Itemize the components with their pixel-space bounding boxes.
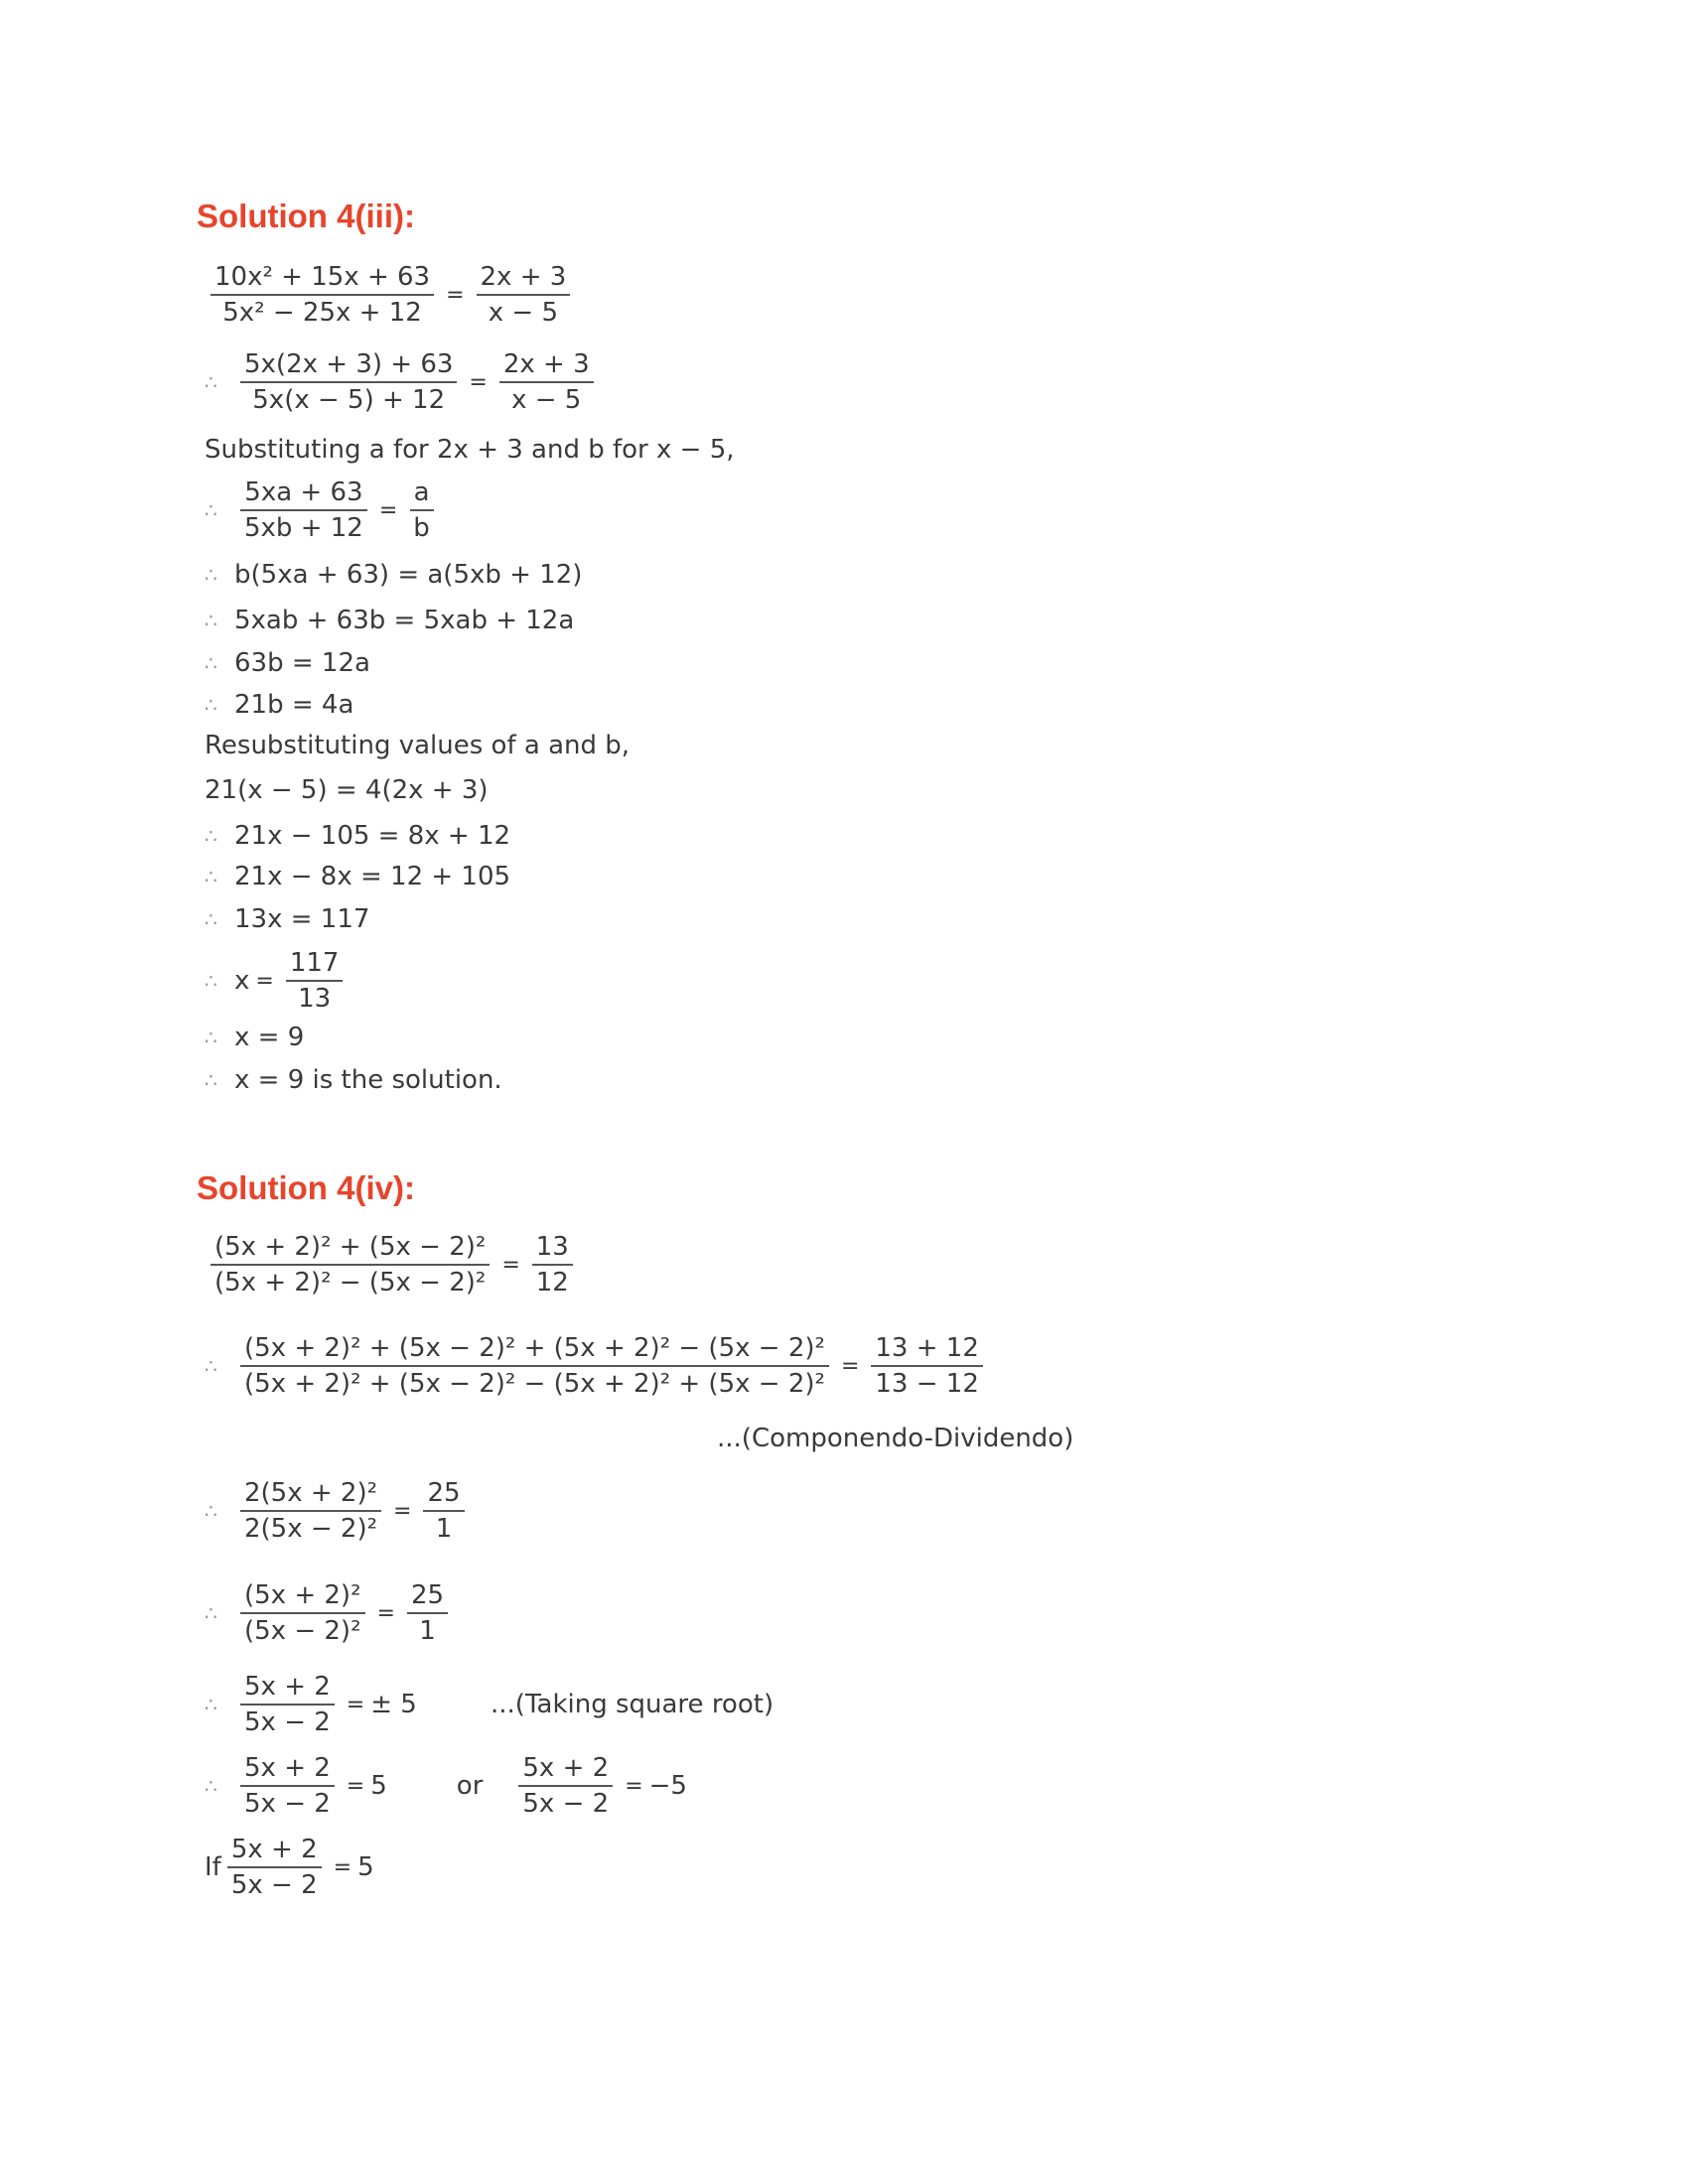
- numerator: 25: [423, 1478, 464, 1512]
- equation-step: [205, 948, 349, 1014]
- text-line: Resubstituting values of a and b,: [205, 731, 631, 760]
- numerator: (5x + 2)² + (5x − 2)²: [211, 1232, 490, 1266]
- equation-text: 5xab + 63b = 5xab + 12a: [234, 606, 575, 635]
- therefore-icon: ∴: [205, 907, 217, 931]
- therefore-icon: ∴: [205, 1354, 217, 1378]
- equals-sign: =: [333, 1854, 352, 1880]
- equation-text: 21b = 4a: [234, 690, 354, 720]
- numerator: 13: [532, 1232, 573, 1266]
- equation-step: [205, 1753, 687, 1819]
- numerator: 25: [407, 1580, 448, 1614]
- numerator: 5x(2x + 3) + 63: [240, 349, 457, 383]
- therefore-icon: ∴: [205, 1025, 217, 1049]
- equation-text: 21(x − 5) = 4(2x + 3): [205, 775, 489, 805]
- equation-step: [205, 1065, 502, 1095]
- equation-step: [205, 606, 574, 635]
- denominator: 5x² − 25x + 12: [222, 298, 422, 328]
- equation-step: [205, 1580, 454, 1646]
- equation-rhs: 5: [370, 1771, 387, 1801]
- therefore-icon: ∴: [205, 651, 217, 675]
- therefore-icon: ∴: [205, 1601, 217, 1625]
- equation-step: [205, 690, 353, 720]
- therefore-icon: ∴: [205, 498, 217, 522]
- numerator: 2x + 3: [499, 349, 594, 383]
- equation-text: 63b = 12a: [234, 648, 370, 678]
- equation-step: [205, 478, 440, 543]
- equation-step: [205, 349, 600, 415]
- equation-rhs: −5: [648, 1771, 687, 1801]
- solution-heading-4iv: Solution 4(iv):: [197, 1169, 415, 1206]
- equation-step: [205, 821, 510, 851]
- denominator: 12: [535, 1268, 569, 1297]
- equals-sign: =: [840, 1353, 860, 1379]
- equation-rhs: ± 5: [370, 1690, 417, 1719]
- equals-sign: =: [393, 1498, 412, 1524]
- equals-sign: =: [501, 1252, 520, 1278]
- numerator: 5x + 2: [240, 1753, 335, 1787]
- denominator: (5x + 2)² − (5x − 2)²: [214, 1268, 487, 1297]
- denominator: 13: [298, 984, 332, 1014]
- numerator: 117: [286, 948, 344, 982]
- numerator: 5x + 2: [518, 1753, 613, 1787]
- therefore-icon: ∴: [205, 370, 217, 394]
- numerator: 5x + 2: [227, 1835, 322, 1868]
- equals-sign: =: [469, 369, 488, 395]
- numerator: 2(5x + 2)²: [240, 1478, 381, 1512]
- denominator: x − 5: [488, 298, 559, 328]
- denominator: 1: [435, 1514, 453, 1544]
- numerator: 13 + 12: [871, 1333, 982, 1367]
- therefore-icon: ∴: [205, 1774, 217, 1798]
- equation-step: [205, 1333, 989, 1399]
- denominator: (5x − 2)²: [244, 1616, 361, 1646]
- therefore-icon: ∴: [205, 865, 217, 888]
- numerator: 2x + 3: [477, 262, 571, 296]
- therefore-icon: ∴: [205, 1499, 217, 1523]
- numerator: a: [410, 478, 434, 511]
- solution-heading-4iii: Solution 4(iii):: [197, 198, 415, 234]
- therefore-icon: ∴: [205, 609, 217, 632]
- equation-text: 13x = 117: [234, 904, 370, 934]
- therefore-icon: ∴: [205, 563, 217, 587]
- equation-text: b(5xa + 63) = a(5xb + 12): [234, 560, 583, 590]
- denominator: (5x + 2)² + (5x − 2)² − (5x + 2)² + (5x − 2)²: [244, 1369, 825, 1399]
- equation-text: x = 9: [234, 1023, 305, 1052]
- equals-sign: =: [378, 497, 398, 523]
- equation-step: [205, 560, 582, 590]
- equation-text: 21x − 105 = 8x + 12: [234, 821, 511, 851]
- denominator: 5x − 2: [244, 1707, 331, 1737]
- equation-given: [205, 262, 576, 328]
- denominator: 5x − 2: [244, 1789, 331, 1819]
- numerator: 5x + 2: [240, 1672, 335, 1706]
- denominator: 5x − 2: [230, 1870, 318, 1900]
- numerator: 5xa + 63: [240, 478, 366, 511]
- denominator: 5x(x − 5) + 12: [252, 385, 446, 415]
- therefore-icon: ∴: [205, 824, 217, 848]
- equation-step: [205, 648, 370, 678]
- if-text: If: [205, 1852, 221, 1882]
- equals-sign: =: [346, 1773, 365, 1799]
- equals-sign: =: [625, 1773, 643, 1799]
- therefore-icon: ∴: [205, 1068, 217, 1092]
- denominator: b: [413, 513, 430, 543]
- equation-step: [205, 775, 489, 805]
- numerator: (5x + 2)² + (5x − 2)² + (5x + 2)² − (5x − 2)²: [240, 1333, 829, 1367]
- annotation-square-root: ...(Taking square root): [491, 1690, 774, 1719]
- conclusion-text: x = 9 is the solution.: [234, 1065, 502, 1095]
- equation-step: [205, 904, 369, 934]
- equation-step: [205, 1478, 471, 1544]
- equation-text: 21x − 8x = 12 + 105: [234, 862, 511, 891]
- annotation-componendo-dividendo: ...(Componendo-Dividendo): [717, 1424, 1074, 1453]
- text-line: Substituting a for 2x + 3 and b for x − 5,: [205, 435, 735, 465]
- therefore-icon: ∴: [205, 1693, 217, 1716]
- equals-sign: =: [376, 1600, 395, 1626]
- equation-lhs: x: [234, 966, 250, 996]
- equation-rhs: 5: [357, 1852, 374, 1882]
- numerator: (5x + 2)²: [240, 1580, 365, 1614]
- denominator: 5x − 2: [522, 1789, 610, 1819]
- equation-step: [205, 1023, 304, 1052]
- equation-given: [205, 1232, 579, 1297]
- denominator: x − 5: [511, 385, 582, 415]
- numerator: 10x² + 15x + 63: [211, 262, 434, 296]
- or-text: or: [456, 1771, 484, 1801]
- equals-sign: =: [346, 1692, 365, 1717]
- equation-step: [205, 1672, 417, 1737]
- equals-sign: =: [255, 968, 274, 994]
- therefore-icon: ∴: [205, 693, 217, 717]
- therefore-icon: ∴: [205, 969, 217, 993]
- equation-step: [205, 1835, 374, 1900]
- equation-step: [205, 862, 510, 891]
- equals-sign: =: [446, 282, 465, 308]
- denominator: 5xb + 12: [244, 513, 363, 543]
- denominator: 2(5x − 2)²: [244, 1514, 378, 1544]
- denominator: 13 − 12: [875, 1369, 979, 1399]
- denominator: 1: [419, 1616, 436, 1646]
